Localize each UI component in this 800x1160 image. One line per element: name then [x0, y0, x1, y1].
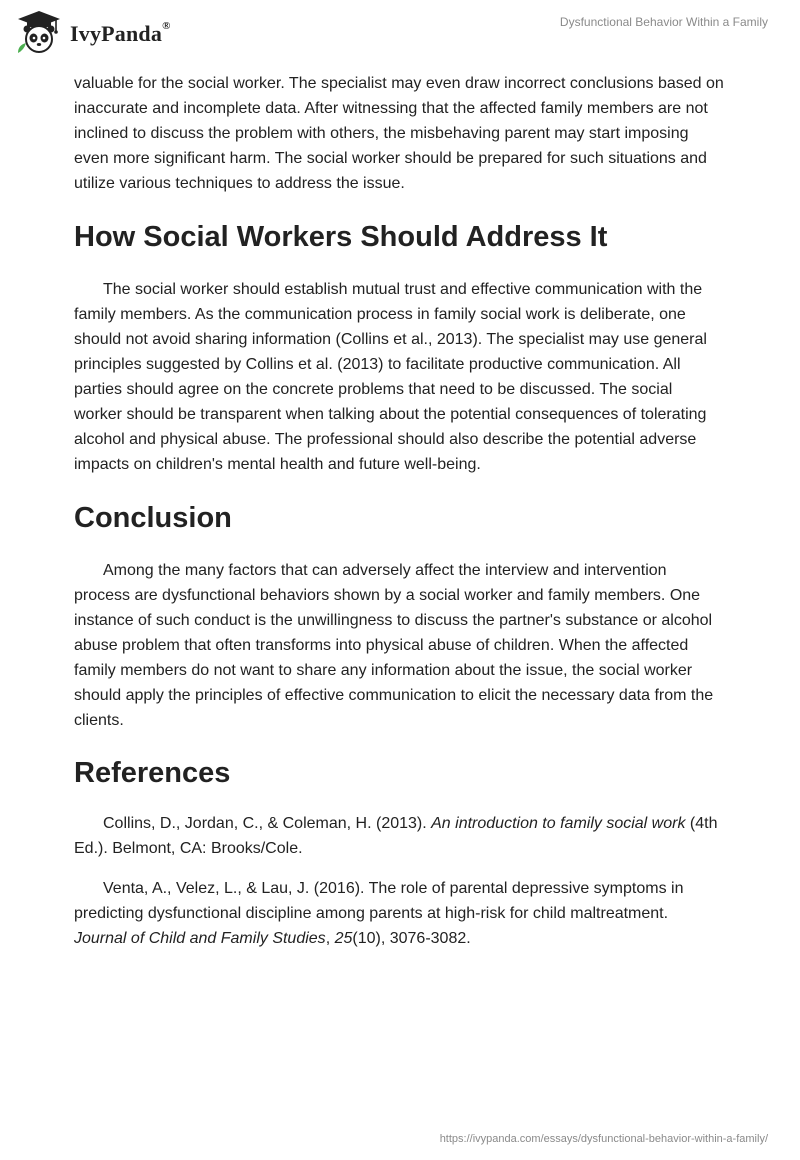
- section-heading-references: References: [74, 757, 231, 789]
- conclusion-paragraph: Among the many factors that can adversely affect the interview and intervention process are dysfunctional behaviors shown by a social worker and family members. One instance of such conduct is the unwillingness to discuss the partner's substance or alcohol abuse problem that often transforms into physical abuse of children. When the affected family members do not want to share any information about the issue, the social worker should apply the principles of effective communication to elicit the necessary data from the clients.: [74, 562, 714, 729]
- section-heading-conclusion: Conclusion: [74, 502, 232, 534]
- document-title: Dysfunctional Behavior Within a Family: [559, 15, 768, 29]
- essay-content: [74, 71, 724, 966]
- reference-item-collins: Collins, D., Jordan, C., & Coleman, H. (2013). An introduction to family social work (4th Ed.). Belmont, CA: Brooks/Cole.: [74, 815, 718, 857]
- page-header: [0, 0, 800, 70]
- logo-wordmark: IvyPanda®: [70, 19, 171, 46]
- source-url-link[interactable]: https://ivypanda.com/essays/dysfunctional-behavior-within-a-family/: [439, 1133, 768, 1145]
- panda-graduate-icon: [14, 9, 64, 55]
- ivypanda-logo[interactable]: [14, 9, 171, 55]
- section-heading-address: How Social Workers Should Address It: [74, 221, 608, 253]
- address-paragraph: The social worker should establish mutual trust and effective communication with the family members. As the communication process in family social work is deliberate, one should not avoid sharing information (Collins et al., 2013). The specialist may use general principles suggested by Collins et al. (2013) to facilitate productive communication. All parties should agree on the concrete problems that need to be discussed. The social worker should be transparent when talking about the potential consequences of tolerating alcohol and physical abuse. The professional should also describe the potential adverse impacts on children's mental health and future well-being.: [74, 281, 707, 473]
- reference-item-venta: Venta, A., Velez, L., & Lau, J. (2016). The role of parental depressive symptoms in predicting dysfunctional discipline among parents at high-risk for child maltreatment. Journal of Child and Family Studies, 25(10), 3076-3082.: [74, 880, 684, 947]
- intro-paragraph: valuable for the social worker. The specialist may even draw incorrect conclusions based on inaccurate and incomplete data. After witnessing that the affected family members are not inclined to discuss the problem with others, the misbehaving parent may start imposing even more significant harm. The social worker should be prepared for such situations and utilize various techniques to address the issue.: [74, 75, 724, 192]
